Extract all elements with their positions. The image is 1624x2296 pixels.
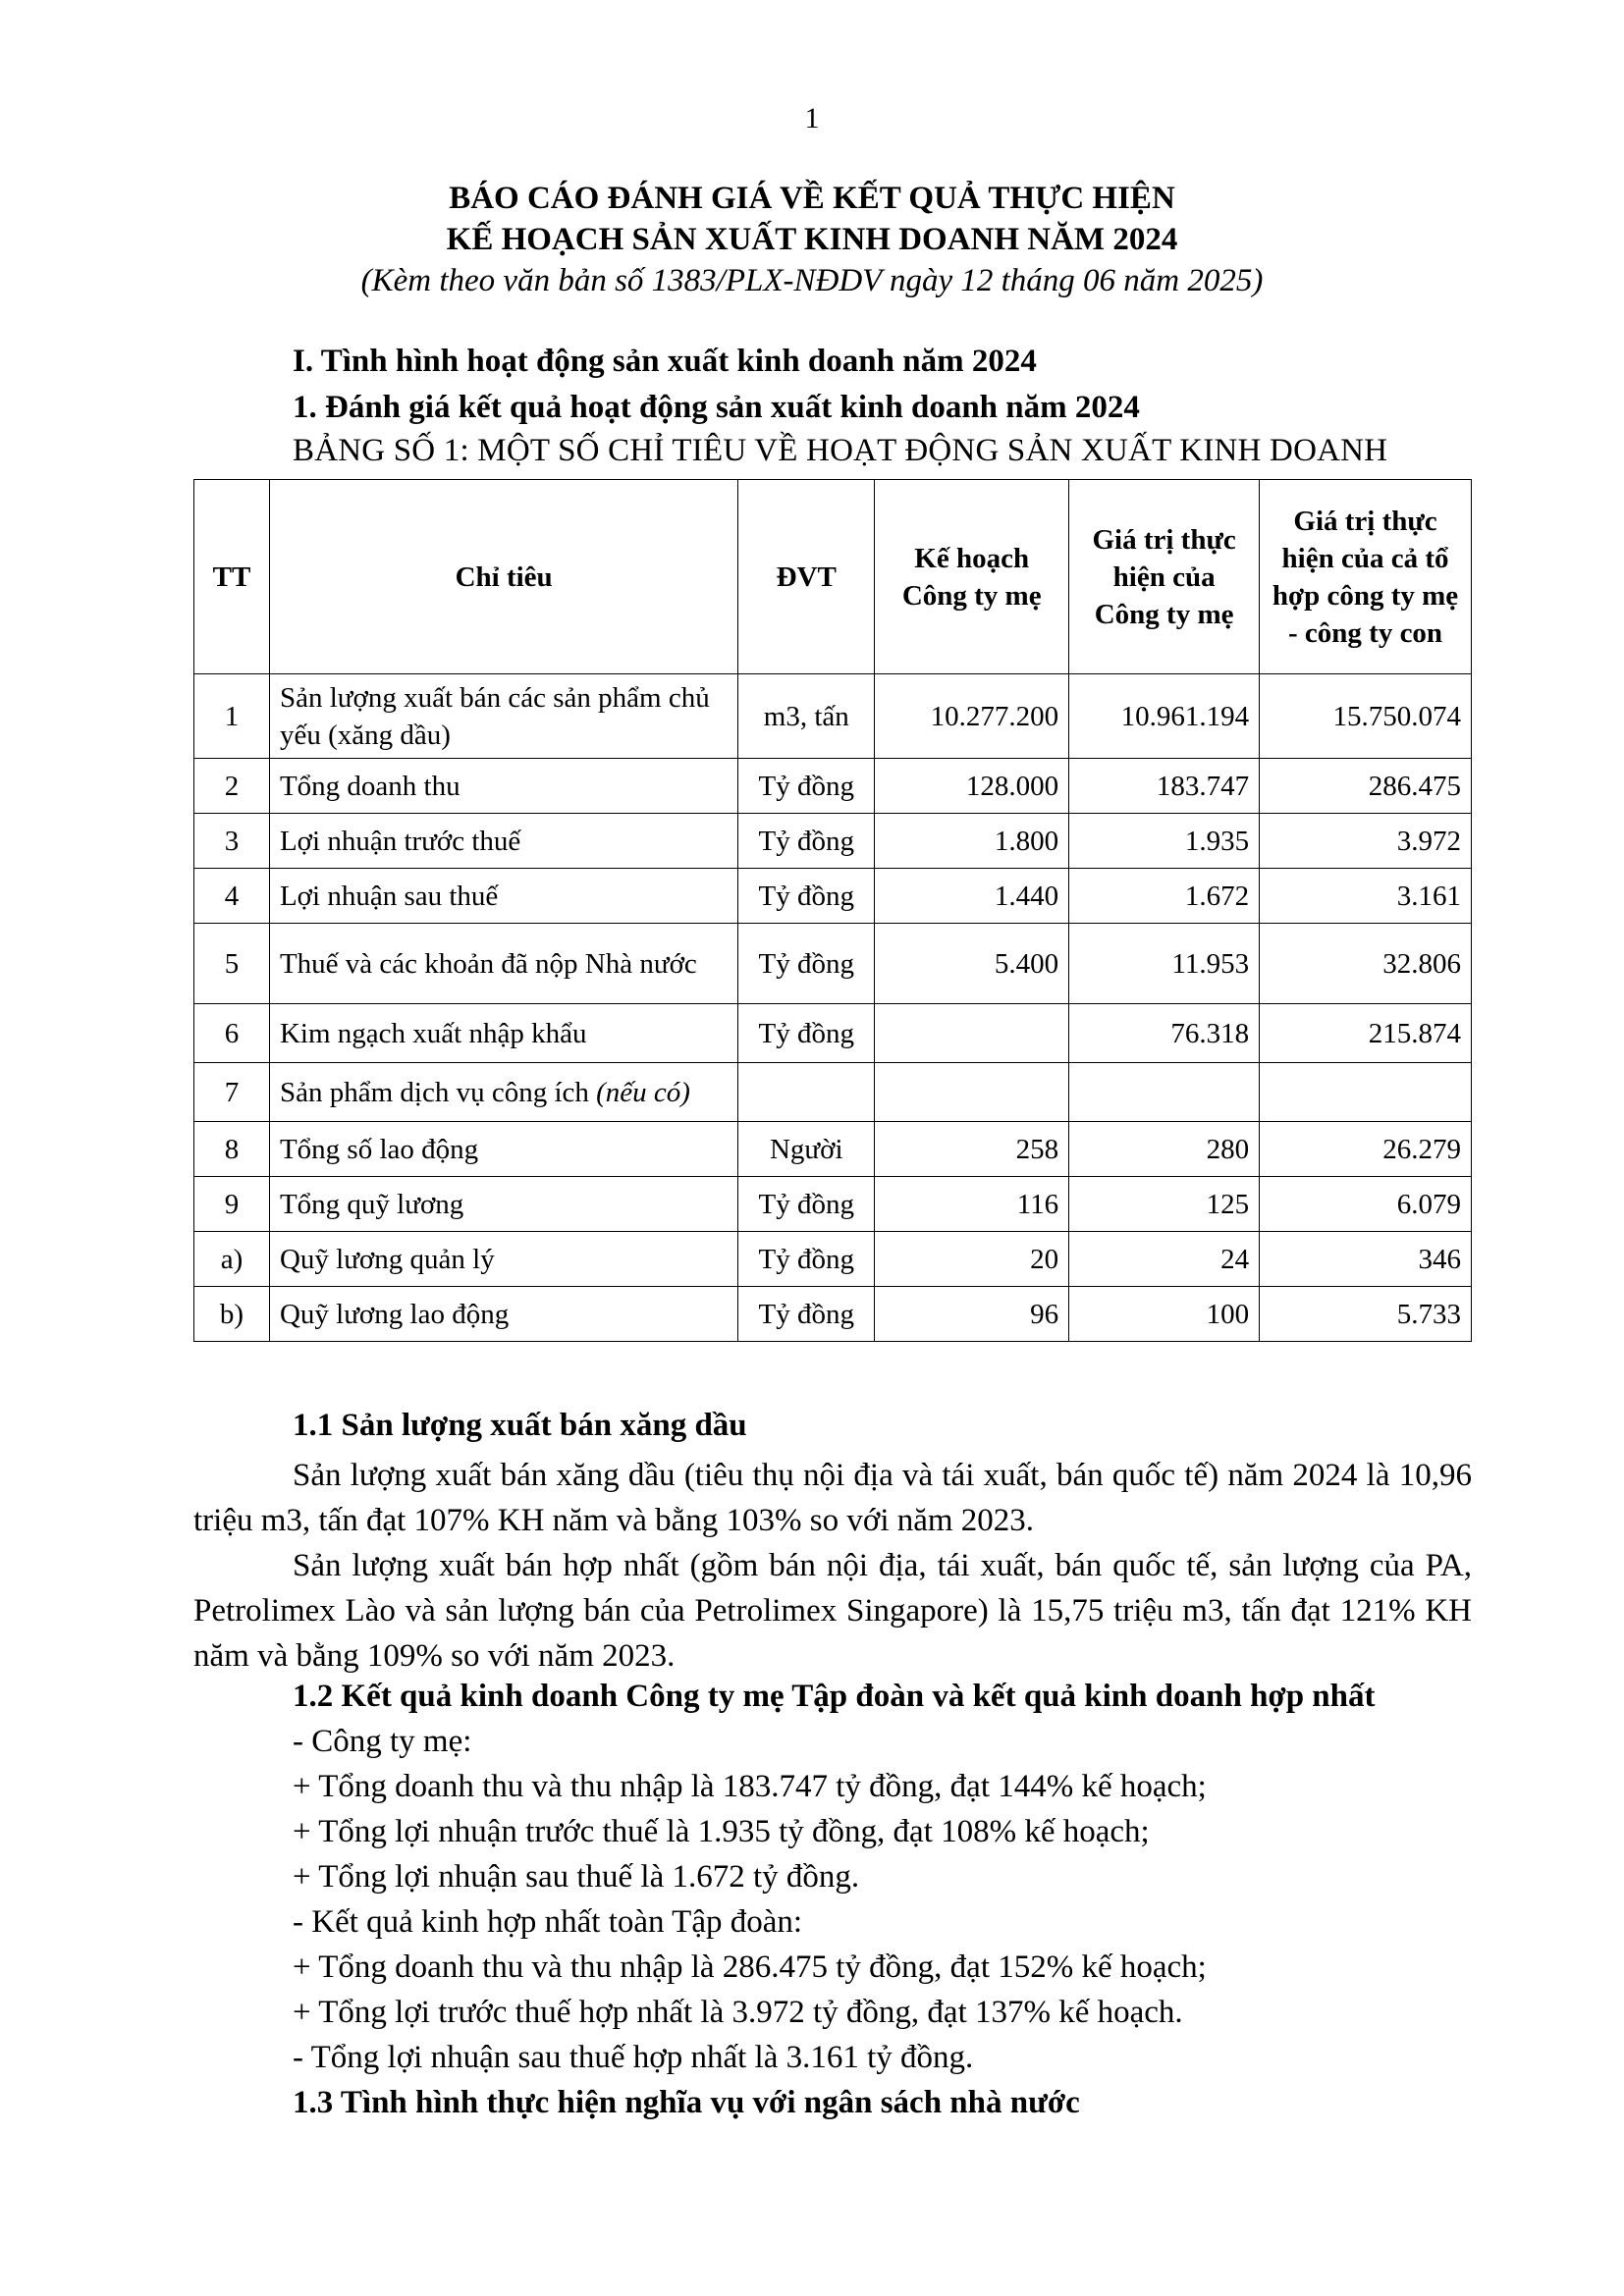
cell-tt: 8 — [194, 1122, 270, 1177]
cell-ke-hoach: 10.277.200 — [875, 674, 1069, 759]
header-chi-tieu: Chỉ tiêu — [269, 480, 737, 674]
cell-gia-tri-to-hop: 6.079 — [1260, 1177, 1472, 1232]
table-row — [194, 1232, 1472, 1287]
cell-gia-tri-to-hop: 3.972 — [1260, 814, 1472, 869]
table-row — [194, 759, 1472, 814]
subsection-1-2-title: 1.2 Kết quả kinh doanh Công ty mẹ Tập đoàn và kết quả kinh doanh hợp nhất — [293, 1679, 1376, 1714]
cell-chi-tieu: Tổng doanh thu — [269, 759, 737, 814]
list-item: - Công ty mẹ: — [293, 1724, 472, 1759]
list-item: - Kết quả kinh hợp nhất toàn Tập đoàn: — [293, 1904, 803, 1940]
header-tt: TT — [194, 480, 270, 674]
cell-tt: 1 — [194, 674, 270, 759]
paragraph-1-1-b — [193, 1543, 1472, 1679]
cell-gia-tri-me: 11.953 — [1069, 924, 1260, 1004]
list-item: + Tổng doanh thu và thu nhập là 286.475 tỷ đồng, đạt 152% kế hoạch; — [293, 1949, 1207, 1985]
cell-gia-tri-me: 24 — [1069, 1232, 1260, 1287]
cell-dvt: m3, tấn — [738, 674, 875, 759]
cell-ke-hoach: 20 — [875, 1232, 1069, 1287]
cell-ke-hoach: 258 — [875, 1122, 1069, 1177]
cell-gia-tri-me: 1.672 — [1069, 869, 1260, 924]
cell-gia-tri-me — [1069, 1063, 1260, 1122]
header-dvt: ĐVT — [738, 480, 875, 674]
list-item: + Tổng lợi nhuận trước thuế là 1.935 tỷ đồng, đạt 108% kế hoạch; — [293, 1814, 1150, 1849]
cell-dvt: Tỷ đồng — [738, 1232, 875, 1287]
cell-gia-tri-to-hop: 346 — [1260, 1232, 1472, 1287]
cell-gia-tri-to-hop: 32.806 — [1260, 924, 1472, 1004]
table-row — [194, 924, 1472, 1004]
cell-ke-hoach: 116 — [875, 1177, 1069, 1232]
cell-chi-tieu: Tổng quỹ lương — [269, 1177, 737, 1232]
table-row — [194, 1063, 1472, 1122]
table-row — [194, 674, 1472, 759]
cell-ke-hoach: 5.400 — [875, 924, 1069, 1004]
table-row — [194, 1122, 1472, 1177]
cell-chi-tieu: Tổng số lao động — [269, 1122, 737, 1177]
cell-chi-tieu: Sản lượng xuất bán các sản phẩm chủ yếu (xăng dầu) — [269, 674, 737, 759]
table-header-row — [194, 480, 1472, 674]
subsection-1-3-title: 1.3 Tình hình thực hiện nghĩa vụ với ngân sách nhà nước — [293, 2085, 1080, 2120]
report-title-line2: KẾ HOẠCH SẢN XUẤT KINH DOANH NĂM 2024 — [446, 222, 1178, 257]
cell-dvt: Tỷ đồng — [738, 1004, 875, 1063]
list-item: + Tổng doanh thu và thu nhập là 183.747 tỷ đồng, đạt 144% kế hoạch; — [293, 1769, 1207, 1804]
indicators-table — [193, 479, 1472, 1342]
cell-chi-tieu: Thuế và các khoản đã nộp Nhà nước — [269, 924, 737, 1004]
cell-gia-tri-me: 125 — [1069, 1177, 1260, 1232]
cell-tt: 7 — [194, 1063, 270, 1122]
section-heading-i: I. Tình hình hoạt động sản xuất kinh doanh năm 2024 — [293, 344, 1037, 379]
paragraph-1-1-b-text: Sản lượng xuất bán hợp nhất (gồm bán nội địa, tái xuất, bán quốc tế, sản lượng của PA, Petrolimex Lào và sản lượng bán của Petrolimex Singapore) là 15,75 triệu m3, tấn đạt 121% KH năm và bằng 109% so với năm 2023. — [193, 1548, 1472, 1674]
cell-ke-hoach — [875, 1004, 1069, 1063]
cell-dvt: Tỷ đồng — [738, 814, 875, 869]
paragraph-1-1-a-text: Sản lượng xuất bán xăng dầu (tiêu thụ nội địa và tái xuất, bán quốc tế) năm 2024 là 10,96 triệu m3, tấn đạt 107% KH năm và bằng 103% so với năm 2023. — [193, 1458, 1472, 1538]
cell-chi-tieu — [269, 1063, 737, 1122]
cell-dvt: Tỷ đồng — [738, 869, 875, 924]
header-ke-hoach: Kế hoạch Công ty mẹ — [875, 480, 1069, 674]
cell-chi-tieu: Quỹ lương lao động — [269, 1287, 737, 1342]
cell-gia-tri-me: 183.747 — [1069, 759, 1260, 814]
cell-dvt — [738, 1063, 875, 1122]
cell-tt: a) — [194, 1232, 270, 1287]
cell-gia-tri-to-hop — [1260, 1063, 1472, 1122]
cell-ke-hoach: 1.800 — [875, 814, 1069, 869]
table-row — [194, 1177, 1472, 1232]
header-gia-tri-to-hop: Giá trị thực hiện của cả tổ hợp công ty mẹ - công ty con — [1260, 480, 1472, 674]
cell-dvt: Tỷ đồng — [738, 924, 875, 1004]
cell-gia-tri-to-hop: 5.733 — [1260, 1287, 1472, 1342]
cell-chi-tieu-note: (nếu có) — [596, 1076, 690, 1108]
cell-ke-hoach: 128.000 — [875, 759, 1069, 814]
cell-tt: 2 — [194, 759, 270, 814]
cell-chi-tieu-text: Sản phẩm dịch vụ công ích — [279, 1076, 589, 1108]
cell-dvt: Tỷ đồng — [738, 1177, 875, 1232]
page-number: 1 — [804, 102, 820, 134]
cell-tt: 6 — [194, 1004, 270, 1063]
list-item: + Tổng lợi nhuận sau thuế là 1.672 tỷ đồng. — [293, 1859, 860, 1895]
cell-tt: 4 — [194, 869, 270, 924]
cell-tt: 3 — [194, 814, 270, 869]
cell-chi-tieu: Quỹ lương quản lý — [269, 1232, 737, 1287]
cell-gia-tri-to-hop: 286.475 — [1260, 759, 1472, 814]
cell-chi-tieu: Lợi nhuận trước thuế — [269, 814, 737, 869]
paragraph-1-1-a — [193, 1453, 1472, 1543]
cell-gia-tri-me: 1.935 — [1069, 814, 1260, 869]
list-item: + Tổng lợi trước thuế hợp nhất là 3.972 tỷ đồng, đạt 137% kế hoạch. — [293, 1995, 1183, 2030]
cell-dvt: Tỷ đồng — [738, 759, 875, 814]
cell-gia-tri-me: 76.318 — [1069, 1004, 1260, 1063]
cell-chi-tieu: Lợi nhuận sau thuế — [269, 869, 737, 924]
cell-dvt: Tỷ đồng — [738, 1287, 875, 1342]
cell-gia-tri-to-hop: 215.874 — [1260, 1004, 1472, 1063]
table-row — [194, 1287, 1472, 1342]
list-item: - Tổng lợi nhuận sau thuế hợp nhất là 3.161 tỷ đồng. — [293, 2040, 974, 2075]
cell-tt: 5 — [194, 924, 270, 1004]
report-subtitle: (Kèm theo văn bản số 1383/PLX-NĐDV ngày 12 tháng 06 năm 2025) — [360, 263, 1264, 298]
subsection-1-1-title: 1.1 Sản lượng xuất bán xăng dầu — [293, 1408, 747, 1443]
cell-chi-tieu: Kim ngạch xuất nhập khẩu — [269, 1004, 737, 1063]
section-heading-1: 1. Đánh giá kết quả hoạt động sản xuất kinh doanh năm 2024 — [293, 390, 1140, 425]
cell-gia-tri-me: 280 — [1069, 1122, 1260, 1177]
table-row — [194, 1004, 1472, 1063]
cell-gia-tri-to-hop: 26.279 — [1260, 1122, 1472, 1177]
table-row — [194, 869, 1472, 924]
cell-gia-tri-to-hop: 15.750.074 — [1260, 674, 1472, 759]
cell-gia-tri-to-hop: 3.161 — [1260, 869, 1472, 924]
report-title-line1: BÁO CÁO ĐÁNH GIÁ VỀ KẾT QUẢ THỰC HIỆN — [449, 181, 1175, 216]
cell-tt: b) — [194, 1287, 270, 1342]
cell-dvt: Người — [738, 1122, 875, 1177]
header-gia-tri-me: Giá trị thực hiện của Công ty mẹ — [1069, 480, 1260, 674]
cell-tt: 9 — [194, 1177, 270, 1232]
table-row — [194, 814, 1472, 869]
cell-ke-hoach — [875, 1063, 1069, 1122]
table-caption: BẢNG SỐ 1: MỘT SỐ CHỈ TIÊU VỀ HOẠT ĐỘNG SẢN XUẤT KINH DOANH — [293, 433, 1388, 468]
cell-gia-tri-me: 10.961.194 — [1069, 674, 1260, 759]
cell-ke-hoach: 96 — [875, 1287, 1069, 1342]
cell-gia-tri-me: 100 — [1069, 1287, 1260, 1342]
cell-ke-hoach: 1.440 — [875, 869, 1069, 924]
